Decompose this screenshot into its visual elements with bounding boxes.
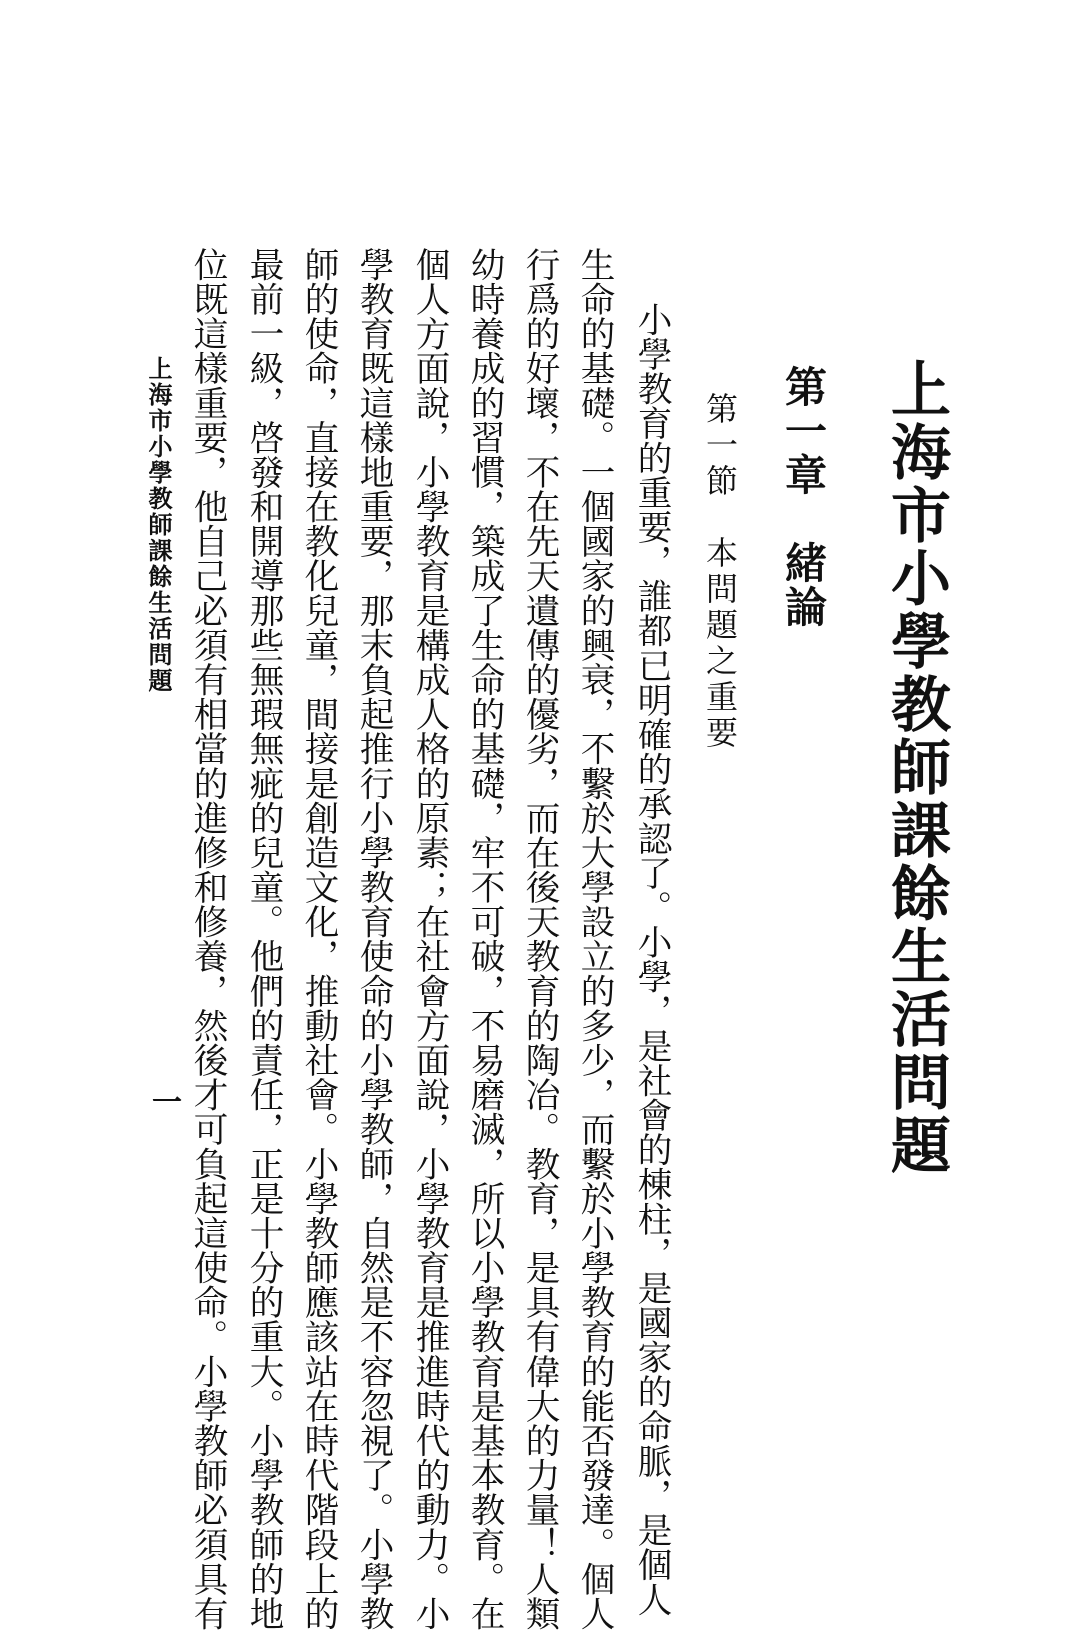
body-line: 個人方面說，小學教育是構成人格的原素；在社會方面說，小學教育是推進時代的動力。小 xyxy=(409,247,449,1631)
body-line: 位既這樣重要，他自己必須有相當的進修和修養，然後才可負起這使命。小學教師必須具有 xyxy=(187,247,227,1631)
page-number: 一 xyxy=(146,1086,181,1116)
body-line: 生命的基礎。一個國家的興衰，不繫於大學設立的多少，而繫於小學教育的能否發達。個人 xyxy=(574,247,614,1631)
book-title: 上海市小學教師課餘生活問題 xyxy=(881,358,951,1177)
body-line: 最前一級，啓發和開導那些無瑕無疵的兒童。他們的責任，正是十分的重大。小學教師的地 xyxy=(243,247,283,1631)
chapter-heading: 第一章 緒論 xyxy=(779,365,828,629)
body-line: 幼時養成的習慣，築成了生命的基礎，牢不可破，不易磨滅，所以小學教育是基本教育。在 xyxy=(464,247,504,1631)
body-line: 師的使命，直接在教化兒童，間接是創造文化，推動社會。小學教師應該站在時代階段上的 xyxy=(298,247,338,1631)
running-footer-title: 上海市小學教師課餘生活問題 xyxy=(144,356,173,694)
section-heading: 第一節 本問題之重要 xyxy=(701,392,739,752)
body-line: 學教育既這樣地重要，那末負起推行小學教育使命的小學教師，自然是不容忽視了。小學教 xyxy=(353,247,393,1631)
body-line: 行爲的好壞，不在先天遺傳的優劣，而在後天教育的陶冶。教育，是具有偉大的力量！人類 xyxy=(519,247,559,1631)
body-line: 小學教育的重要，誰都已明確的承認了。小學，是社會的棟柱，是國家的命脈，是個人 xyxy=(631,302,671,1617)
